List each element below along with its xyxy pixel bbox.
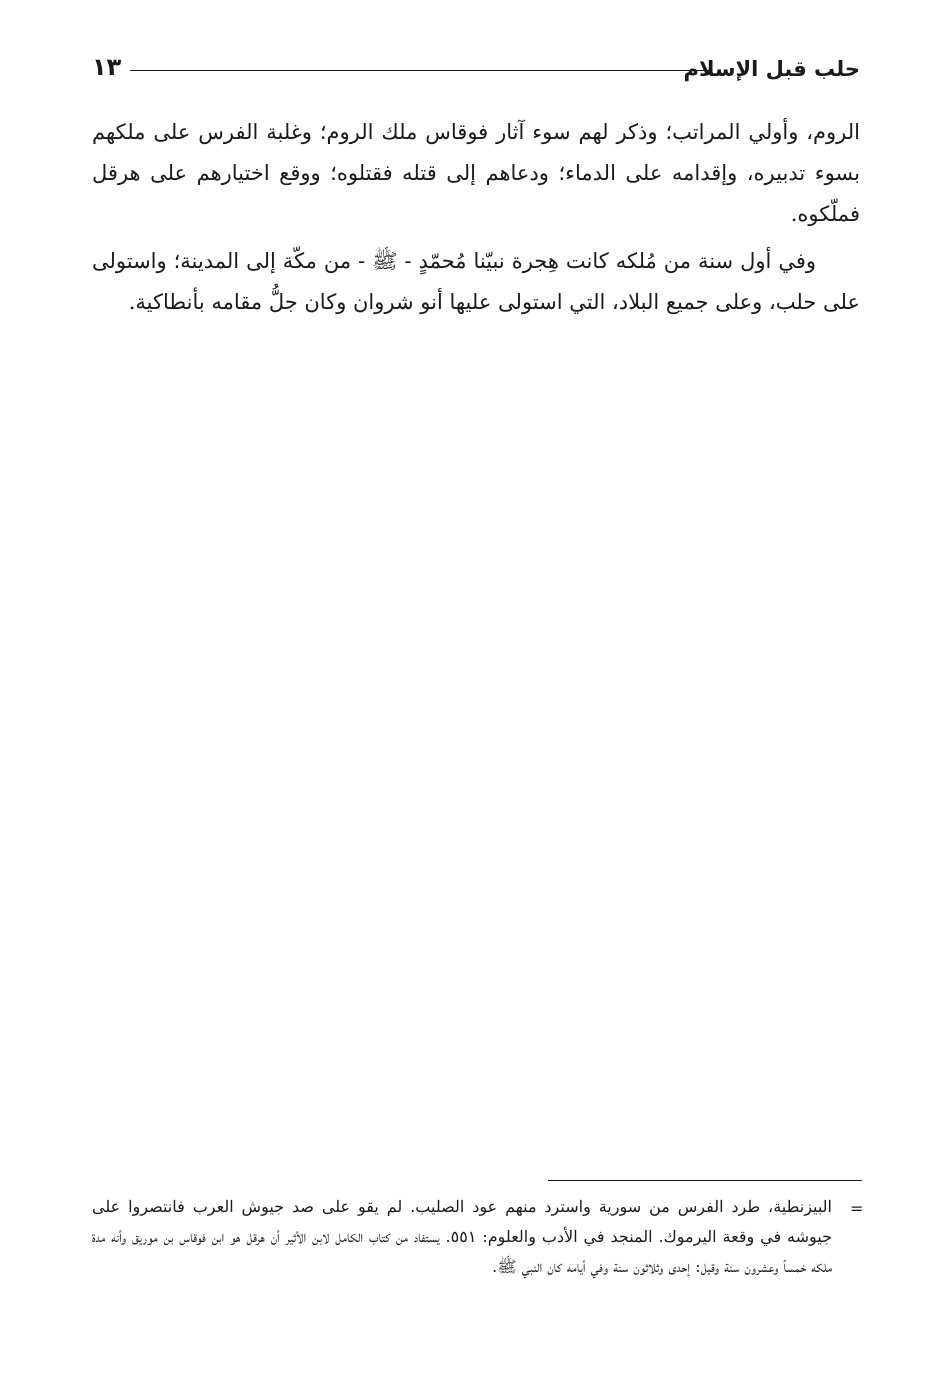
header-rule: [130, 70, 710, 71]
page-number: ١٣: [92, 53, 122, 81]
footnote-continuation-marker: =: [850, 1199, 864, 1218]
running-header: [92, 52, 860, 88]
header-title: حلب قبل الإسلام: [683, 57, 860, 81]
footnote: البيزنطية، طرد الفرس من سورية واسترد منهم عود الصليب. لم يقو على صد جيوش العرب فانتصروا على جيوشه في وقعة اليرموك. المنجد في الأدب والعلوم: ٥٥١. يستفاد من كتاب الكامل لابن الأثير أن هرقل هو ابن فوقاس بن موريق وأنه مدة ملكه خمساً وعشرون سنة وقيل: إحدى وثلاثون سنة وفي أيامه كان النبي ﷺ.: [92, 1197, 833, 1276]
body-text: [92, 112, 860, 323]
paragraph-continuation: الروم، وأولي المراتب؛ وذكر لهم سوء آثار فوقاس ملك الروم؛ وغلبة الفرس على ملكهم بسوء تدبيره، وإقدامه على الدماء؛ ودعاهم إلى قتله فقتلوه؛ ووقع اختيارهم على هرقل فملّكوه.: [92, 120, 860, 226]
footnote-separator: [548, 1180, 862, 1181]
paragraph: وفي أول سنة من مُلكه كانت هِجرة نبيّنا مُحمّدٍ - ﷺ - من مكّة إلى المدينة؛ واستولى على حلب، وعلى جميع البلاد، التي استولى عليها أنو شروان وكان جلُّ مقامه بأنطاكية.: [92, 249, 860, 314]
